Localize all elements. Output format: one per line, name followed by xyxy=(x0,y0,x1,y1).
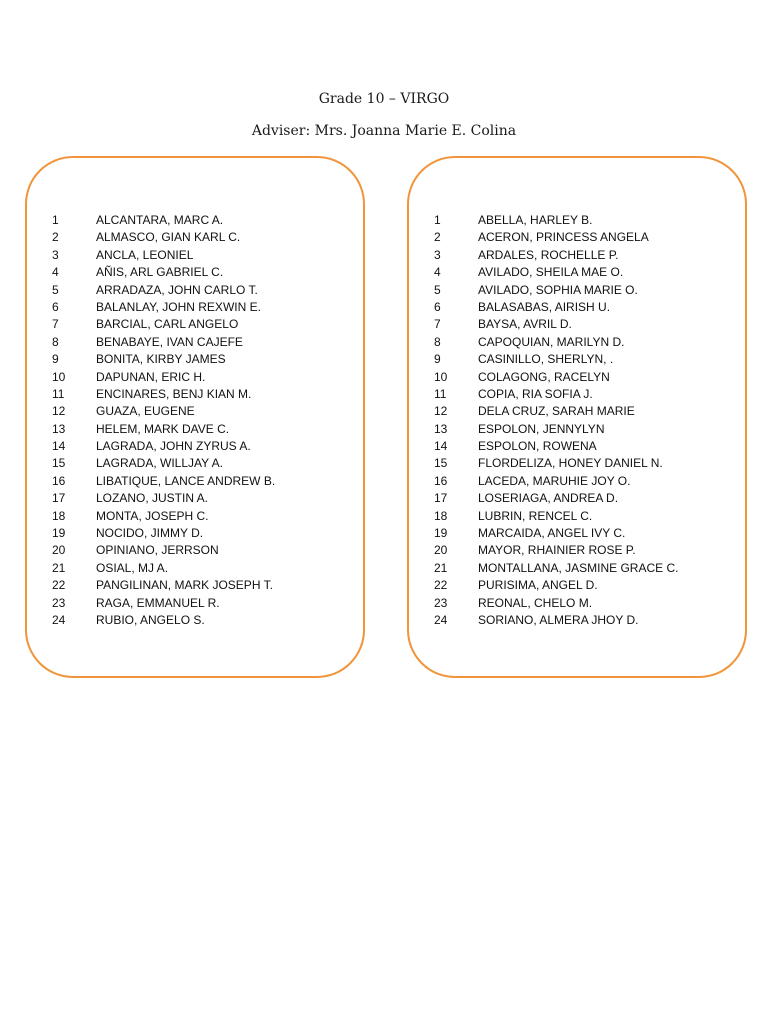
student-name: COLAGONG, RACELYN xyxy=(478,369,610,384)
student-name: MONTALLANA, JASMINE GRACE C. xyxy=(478,560,679,575)
student-number: 22 xyxy=(52,578,66,593)
list-item xyxy=(434,490,678,507)
student-number: 9 xyxy=(52,352,59,367)
list-item xyxy=(434,316,678,333)
student-name: OPINIANO, JERRSON xyxy=(96,543,219,558)
student-number: 6 xyxy=(434,299,441,314)
student-number: 2 xyxy=(434,230,441,245)
list-item xyxy=(52,508,275,525)
student-number: 4 xyxy=(434,265,441,280)
student-name: ENCINARES, BENJ KIAN M. xyxy=(96,386,252,401)
student-number: 15 xyxy=(52,456,66,471)
student-name: REONAL, CHELO M. xyxy=(478,595,593,610)
list-item xyxy=(434,299,678,316)
student-number: 24 xyxy=(52,612,66,627)
right-roster-box xyxy=(407,156,747,678)
list-item xyxy=(434,577,678,594)
student-number: 20 xyxy=(52,543,66,558)
student-number: 10 xyxy=(52,369,66,384)
student-name: BENABAYE, IVAN CAJEFE xyxy=(96,334,243,349)
student-number: 24 xyxy=(434,612,448,627)
student-name: CAPOQUIAN, MARILYN D. xyxy=(478,334,625,349)
student-name: PURISIMA, ANGEL D. xyxy=(478,578,598,593)
student-number: 5 xyxy=(52,282,59,297)
student-name: LIBATIQUE, LANCE ANDREW B. xyxy=(96,473,276,488)
student-name: BALASABAS, AIRISH U. xyxy=(478,299,611,314)
student-name: NOCIDO, JIMMY D. xyxy=(96,526,204,541)
student-name: HELEM, MARK DAVE C. xyxy=(96,421,230,436)
list-item xyxy=(434,508,678,525)
student-number: 14 xyxy=(434,439,448,454)
list-item xyxy=(52,229,275,246)
list-item xyxy=(434,212,678,229)
list-item xyxy=(52,473,275,490)
list-item xyxy=(52,455,275,472)
student-number: 1 xyxy=(52,213,59,227)
student-name: BARCIAL, CARL ANGELO xyxy=(96,317,239,332)
student-name: LAGRADA, WILLJAY A. xyxy=(96,456,223,471)
student-number: 13 xyxy=(434,421,448,436)
list-item xyxy=(434,334,678,351)
list-item xyxy=(434,369,678,386)
list-item xyxy=(52,299,275,316)
student-name: RUBIO, ANGELO S. xyxy=(96,612,205,627)
student-name: BAYSA, AVRIL D. xyxy=(478,317,572,332)
student-number: 18 xyxy=(434,508,448,523)
list-item xyxy=(52,490,275,507)
student-number: 8 xyxy=(52,334,59,349)
student-number: 19 xyxy=(52,526,66,541)
student-number: 7 xyxy=(434,317,441,332)
student-number: 4 xyxy=(52,265,59,280)
list-item xyxy=(434,438,678,455)
page-title: Grade 10 – VIRGO xyxy=(318,91,450,107)
list-item xyxy=(434,455,678,472)
student-number: 15 xyxy=(434,456,448,471)
student-number: 23 xyxy=(434,595,448,610)
student-name: PANGILINAN, MARK JOSEPH T. xyxy=(96,578,273,593)
student-number: 11 xyxy=(434,386,447,401)
student-name: ANCLA, LEONIEL xyxy=(96,247,194,262)
student-name: LUBRIN, RENCEL C. xyxy=(478,508,593,523)
list-item xyxy=(52,403,275,420)
student-number: 21 xyxy=(434,560,448,575)
student-number: 9 xyxy=(434,352,441,367)
list-item xyxy=(52,334,275,351)
student-number: 19 xyxy=(434,526,448,541)
student-name: ESPOLON, ROWENA xyxy=(478,439,597,454)
student-number: 17 xyxy=(434,491,448,506)
student-name: AVILADO, SOPHIA MARIE O. xyxy=(478,282,638,297)
student-number: 3 xyxy=(52,247,59,262)
student-name: ESPOLON, JENNYLYN xyxy=(478,421,605,436)
student-name: RAGA, EMMANUEL R. xyxy=(96,595,220,610)
list-item xyxy=(52,282,275,299)
student-number: 17 xyxy=(52,491,66,506)
list-item xyxy=(52,612,275,629)
list-item xyxy=(52,386,275,403)
student-number: 16 xyxy=(52,473,66,488)
student-number: 16 xyxy=(434,473,448,488)
list-item xyxy=(52,560,275,577)
student-name: BONITA, KIRBY JAMES xyxy=(96,352,226,367)
list-item xyxy=(434,282,678,299)
student-number: 22 xyxy=(434,578,448,593)
list-item xyxy=(434,542,678,559)
list-item xyxy=(52,316,275,333)
student-name: MONTA, JOSEPH C. xyxy=(96,508,209,523)
list-item xyxy=(434,473,678,490)
student-name: BALANLAY, JOHN REXWIN E. xyxy=(96,299,261,314)
list-item xyxy=(52,577,275,594)
list-item xyxy=(434,595,678,612)
student-name: LAGRADA, JOHN ZYRUS A. xyxy=(96,439,251,454)
list-item xyxy=(434,612,678,629)
student-name: ARDALES, ROCHELLE P. xyxy=(478,247,619,262)
list-item xyxy=(434,421,678,438)
student-name: ARRADAZA, JOHN CARLO T. xyxy=(96,282,258,297)
student-name: AÑIS, ARL GABRIEL C. xyxy=(96,265,224,280)
student-name: MARCAIDA, ANGEL IVY C. xyxy=(478,526,626,541)
list-item xyxy=(52,351,275,368)
student-number: 20 xyxy=(434,543,448,558)
student-number: 12 xyxy=(434,404,448,419)
student-number: 8 xyxy=(434,334,441,349)
list-item xyxy=(434,229,678,246)
student-number: 1 xyxy=(434,213,441,227)
list-item xyxy=(52,421,275,438)
list-item xyxy=(434,386,678,403)
list-item xyxy=(434,264,678,281)
list-item xyxy=(52,595,275,612)
list-item xyxy=(434,525,678,542)
student-number: 10 xyxy=(434,369,448,384)
list-item xyxy=(52,438,275,455)
list-item xyxy=(52,212,275,229)
student-number: 13 xyxy=(52,421,66,436)
list-item xyxy=(52,264,275,281)
student-number: 3 xyxy=(434,247,441,262)
student-number: 11 xyxy=(52,386,65,401)
student-name: DAPUNAN, ERIC H. xyxy=(96,369,206,384)
student-name: CASINILLO, SHERLYN, . xyxy=(478,352,614,367)
list-item xyxy=(52,525,275,542)
student-name: LACEDA, MARUHIE JOY O. xyxy=(478,473,631,488)
student-name: DELA CRUZ, SARAH MARIE xyxy=(478,404,635,419)
list-item xyxy=(52,369,275,386)
student-number: 2 xyxy=(52,230,59,245)
right-roster-list xyxy=(434,212,678,629)
list-item xyxy=(52,247,275,264)
student-name: COPIA, RIA SOFIA J. xyxy=(478,386,593,401)
student-number: 21 xyxy=(52,560,66,575)
student-name: GUAZA, EUGENE xyxy=(96,404,195,419)
student-number: 14 xyxy=(52,439,66,454)
student-name: ABELLA, HARLEY B. xyxy=(478,213,593,227)
student-name: LOZANO, JUSTIN A. xyxy=(96,491,209,506)
student-name: MAYOR, RHAINIER ROSE P. xyxy=(478,543,636,558)
student-name: AVILADO, SHEILA MAE O. xyxy=(478,265,624,280)
student-number: 6 xyxy=(52,299,59,314)
list-item xyxy=(52,542,275,559)
student-name: ALCANTARA, MARC A. xyxy=(96,213,224,227)
student-number: 5 xyxy=(434,282,441,297)
student-name: ALMASCO, GIAN KARL C. xyxy=(96,230,241,245)
student-number: 7 xyxy=(52,317,59,332)
student-name: OSIAL, MJ A. xyxy=(96,560,169,575)
student-number: 18 xyxy=(52,508,66,523)
list-item xyxy=(434,403,678,420)
student-name: ACERON, PRINCESS ANGELA xyxy=(478,230,649,245)
left-roster-box xyxy=(25,156,365,678)
list-item xyxy=(434,560,678,577)
list-item xyxy=(434,351,678,368)
student-number: 12 xyxy=(52,404,66,419)
student-name: FLORDELIZA, HONEY DANIEL N. xyxy=(478,456,663,471)
student-name: SORIANO, ALMERA JHOY D. xyxy=(478,612,639,627)
adviser-line: Adviser: Mrs. Joanna Marie E. Colina xyxy=(251,123,517,139)
left-roster-list xyxy=(52,212,275,629)
student-number: 23 xyxy=(52,595,66,610)
list-item xyxy=(434,247,678,264)
student-name: LOSERIAGA, ANDREA D. xyxy=(478,491,619,506)
